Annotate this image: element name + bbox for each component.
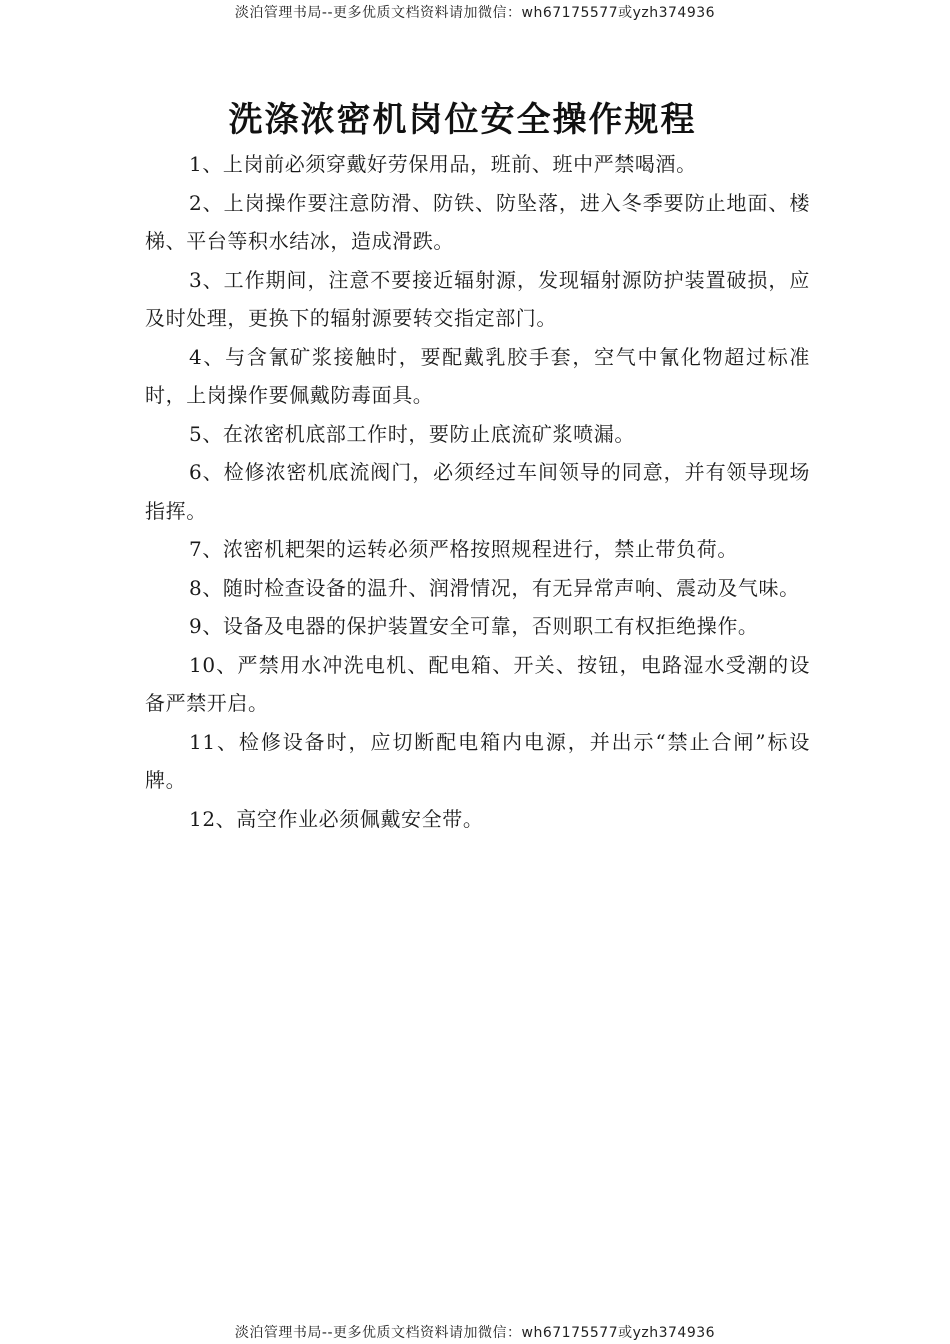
paragraph-3: 3、工作期间，注意不要接近辐射源，发现辐射源防护装置破损，应及时处理，更换下的辐射源要转交指定部门。: [145, 267, 810, 330]
paragraph-5: 5、在浓密机底部工作时，要防止底流矿浆喷漏。: [189, 421, 635, 446]
paragraph-11: 11、检修设备时，应切断配电箱内电源，并出示“禁止合闸”标设牌。: [145, 729, 810, 792]
document-body: [145, 145, 810, 838]
paragraph-8: 8、随时检查设备的温升、润滑情况，有无异常声响、震动及气味。: [189, 575, 800, 600]
header-note: 淡泊管理书局--更多优质文档资料请加微信：wh67175577或yzh374936: [234, 5, 716, 21]
paragraph-12: 12、高空作业必须佩戴安全带。: [189, 806, 484, 831]
paragraph-6: 6、检修浓密机底流阀门，必须经过车间领导的同意，并有领导现场指挥。: [145, 460, 810, 523]
footer-note: 淡泊管理书局--更多优质文档资料请加微信：wh67175577或yzh374936: [234, 1325, 716, 1341]
paragraph-4: 4、与含氰矿浆接触时，要配戴乳胶手套，空气中氰化物超过标准时，上岗操作要佩戴防毒面具。: [145, 344, 810, 407]
paragraph-10: 10、严禁用水冲洗电机、配电箱、开关、按钮，电路湿水受潮的设备严禁开启。: [145, 652, 810, 715]
document-title: 洗涤浓密机岗位安全操作规程: [228, 100, 697, 140]
paragraph-9: 9、设备及电器的保护装置安全可靠，否则职工有权拒绝操作。: [189, 614, 759, 638]
paragraph-1: 1、上岗前必须穿戴好劳保用品，班前、班中严禁喝酒。: [189, 152, 697, 176]
paragraph-2: 2、上岗操作要注意防滑、防铁、防坠落，进入冬季要防止地面、楼梯、平台等积水结冰，造成滑跌。: [145, 190, 810, 253]
paragraph-7: 7、浓密机耙架的运转必须严格按照规程进行，禁止带负荷。: [189, 537, 738, 561]
